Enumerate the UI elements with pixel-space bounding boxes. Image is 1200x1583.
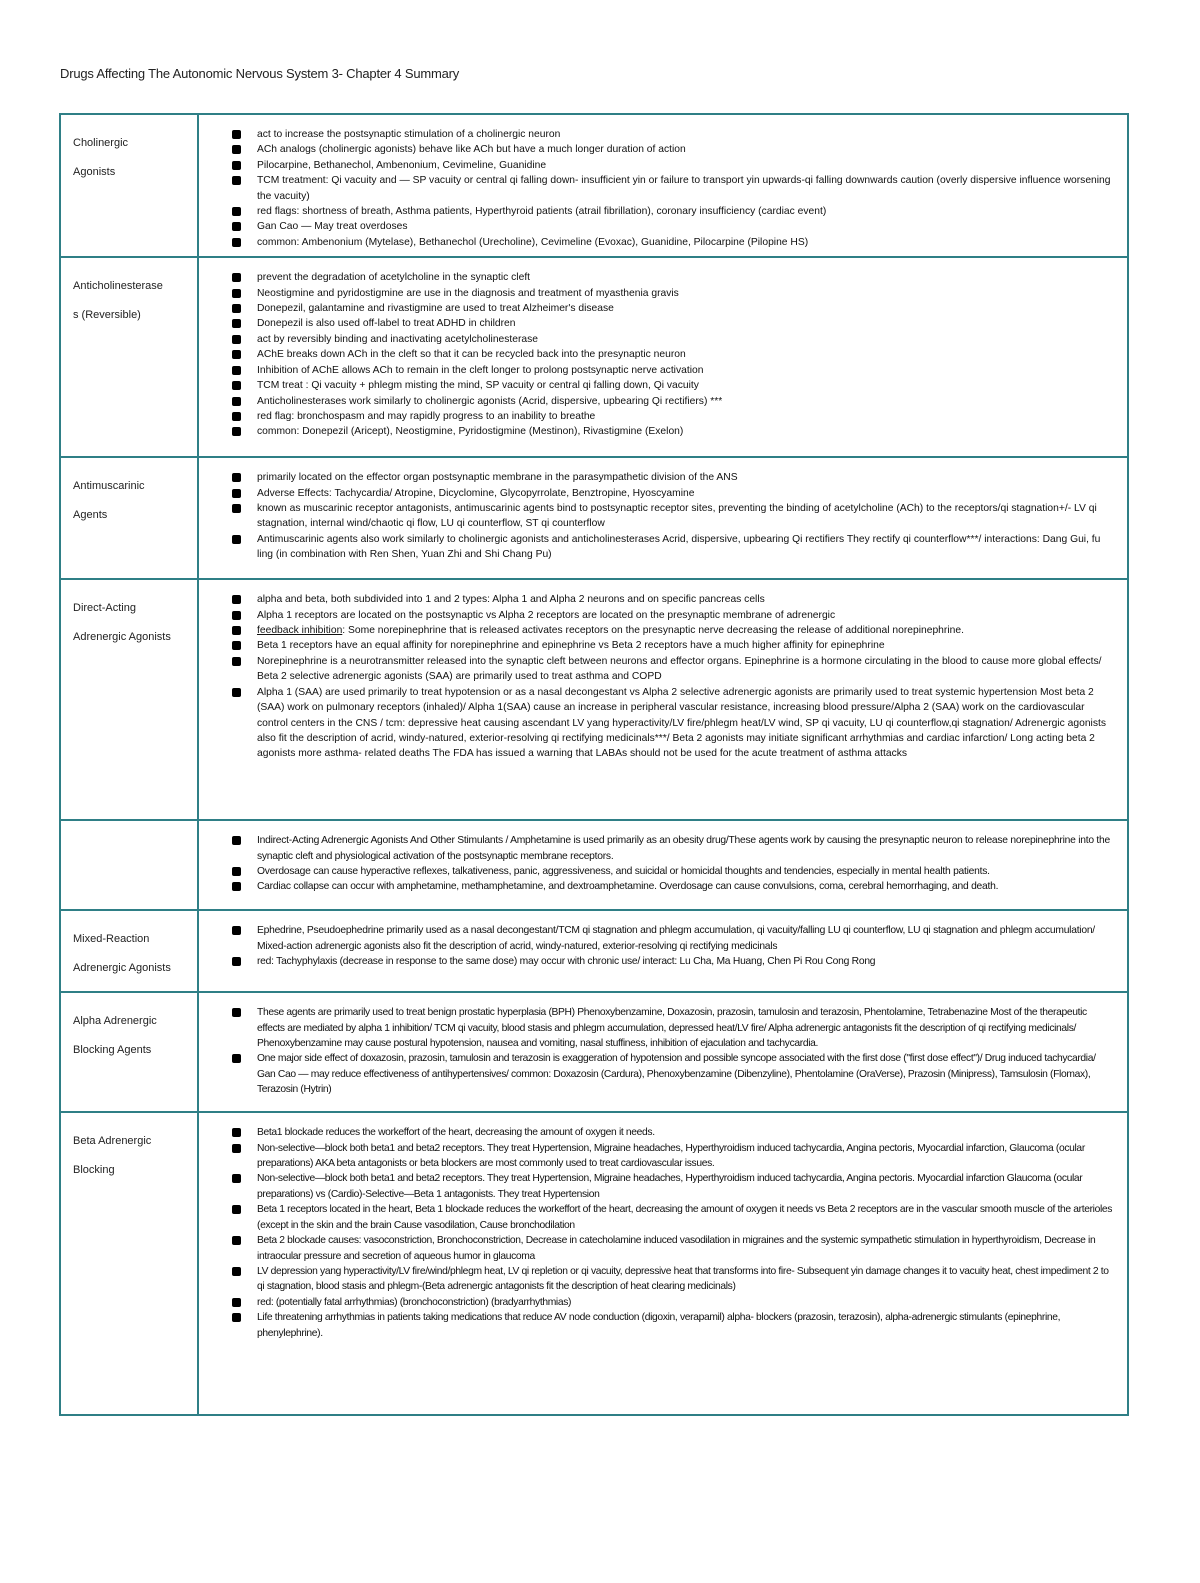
bullet-item: Cardiac collapse can occur with amphetamine, methamphetamine, and dextroamphetamine. Overdosage can cause convulsions, coma, cerebral hemorrhaging, and death. bbox=[229, 879, 1115, 894]
bullet-item: Alpha 1 (SAA) are used primarily to treat hypotension or as a nasal decongestant vs Alpha 2 selective adrenergic agonists are primarily used to treat systemic hypertension Most beta 2 (SAA) work on pulmonary receptors (inhaled)/ Alpha 1(SAA) cause an increase in peripheral vascular resistance, increasing blood pressure/Alpha 2 (SAA) work on the cardiovascular control centers in the CNS / tcm: depressive heat causing ascendant LV yang hyperactivity/LV fire/phlegm heat/LV wind, SP qi vacuity, LU qi counterflow,qi stagnation/ Adrenergic agonists also fit the description of acrid, windy-natured, exterior-resolving qi rectifying medicinals***/ Beta 2 agonists may initiate significant arrhythmias and cardiac infarction/ Long acting beta 2 agonists more asthma- related deaths The FDA has issued a warning that LABAs should not be used for the acute treatment of asthma attacks bbox=[229, 685, 1115, 762]
underlined-term: feedback inhibition bbox=[257, 625, 343, 637]
notes-cell bbox=[198, 992, 1128, 1112]
category-cell bbox=[60, 579, 198, 820]
bullet-item: Adverse Effects: Tachycardia/ Atropine, Dicyclomine, Glycopyrrolate, Benztropine, Hyoscyamine bbox=[229, 486, 1115, 501]
notes-cell bbox=[198, 457, 1128, 579]
table-row bbox=[60, 114, 1128, 257]
category-label-line: Agents bbox=[73, 509, 108, 522]
category-cell bbox=[60, 1112, 198, 1415]
category-label-line: Antimuscarinic bbox=[73, 480, 145, 493]
table-row bbox=[60, 579, 1128, 820]
bullet-item: prevent the degradation of acetylcholine in the synaptic cleft bbox=[229, 270, 1115, 285]
category-cell bbox=[60, 910, 198, 992]
table-row bbox=[60, 992, 1128, 1112]
bullet-item: common: Donepezil (Aricept), Neostigmine, Pyridostigmine (Mestinon), Rivastigmine (Exelon) bbox=[229, 424, 1115, 439]
category-label-line: Adrenergic Agonists bbox=[73, 962, 171, 975]
bullet-list bbox=[199, 911, 1127, 975]
category-label-line: Cholinergic bbox=[73, 137, 129, 149]
bullet-list bbox=[199, 993, 1127, 1103]
category-label-line: Direct-Acting bbox=[73, 602, 136, 615]
category-label-line: Blocking bbox=[73, 1164, 115, 1177]
bullet-item: One major side effect of doxazosin, prazosin, tamulosin and terazosin is exaggeration of hypotension and possible syncope associated with the first dose ("first dose effect")/ Drug induced tachycardia/ Gan Cao — may reduce effectiveness of antihypertensives/ common: Doxazosin (Cardura), Phenoxybenzamine (Dibenzyline), Phentolamine (OraVerse), Prazosin (Minipress), Tamsulosin (Flomax), Terazosin (Hytrin) bbox=[229, 1051, 1115, 1097]
table-row bbox=[60, 1112, 1128, 1415]
notes-cell bbox=[198, 910, 1128, 992]
category-cell bbox=[60, 992, 198, 1112]
notes-cell bbox=[198, 820, 1128, 910]
bullet-item: Anticholinesterases work similarly to cholinergic agonists (Acrid, dispersive, upbearing Qi rectifiers) *** bbox=[229, 394, 1115, 409]
bullet-item: red flags: shortness of breath, Asthma patients, Hyperthyroid patients (atrail fibrillation), coronary insufficiency (cardiac event) bbox=[229, 204, 1115, 219]
document-title: Drugs Affecting The Autonomic Nervous System 3- Chapter 4 Summary bbox=[60, 66, 460, 81]
category-label-line: Mixed-Reaction bbox=[73, 933, 150, 946]
category-label bbox=[61, 258, 197, 330]
notes-cell bbox=[198, 1112, 1128, 1415]
bullet-item: Ephedrine, Pseudoephedrine primarily used as a nasal decongestant/TCM qi stagnation and phlegm accumulation, qi vacuity/falling LU qi counterflow, LU qi stagnation and phlegm accumulation/ Mixed-action adrenergic agonists also fit the description of acrid, windy-natured, exterior-resolving qi rectifying medicinals bbox=[229, 923, 1115, 954]
bullet-item: known as muscarinic receptor antagonists, antimuscarinic agents bind to postsynaptic receptor sites, preventing the binding of acetylcholine (ACh) to the receptors/qi stagnation+/- LV qi stagnation, internal wind/chaotic qi flow, LU qi counterflow, ST qi counterflow bbox=[229, 501, 1115, 532]
bullet-item: Beta 2 blockade causes: vasoconstriction, Bronchoconstriction, Decrease in catecholamine induced vasodilation in migraines and the systemic sympathetic stimulation in hyperthyroidism, Decrease in intraocular pressure and secretion of aqueous humor in glaucoma bbox=[229, 1233, 1115, 1264]
bullet-item: common: Ambenonium (Mytelase), Bethanechol (Urecholine), Cevimeline (Evoxac), Guanidine, Pilocarpine (Pilopine HS) bbox=[229, 235, 1115, 250]
category-label-line: Anticholinesterase bbox=[73, 280, 163, 293]
category-cell bbox=[60, 257, 198, 457]
bullet-item: Beta 1 receptors located in the heart, Beta 1 blockade reduces the workeffort of the heart, decreasing the amount of oxygen it needs vs Beta 2 receptors are in the vascular smooth muscle of the arterioles (except in the skin and the brain Cause vasodilation, Cause bronchodilation bbox=[229, 1202, 1115, 1233]
bullet-item: Inhibition of AChE allows ACh to remain in the cleft longer to prolong postsynaptic nerve activation bbox=[229, 363, 1115, 378]
bullet-item: Pilocarpine, Bethanechol, Ambenonium, Cevimeline, Guanidine bbox=[229, 158, 1115, 173]
bullet-item: Beta 1 receptors have an equal affinity for norepinephrine and epinephrine vs Beta 2 receptors have a much higher affinity for epinephrine bbox=[229, 638, 1115, 653]
bullet-item: feedback inhibition: Some norepinephrine that is released activates receptors on the presynaptic nerve decreasing the release of additional norepinephrine. bbox=[229, 623, 1115, 638]
category-label-line: Agonists bbox=[73, 166, 116, 178]
category-label bbox=[61, 1113, 197, 1185]
bullet-item: Neostigmine and pyridostigmine are use in the diagnosis and treatment of myasthenia gravis bbox=[229, 286, 1115, 301]
category-cell bbox=[60, 457, 198, 579]
bullet-list bbox=[199, 115, 1127, 256]
bullet-item: Antimuscarinic agents also work similarly to cholinergic agonists and anticholinesterases Acrid, dispersive, upbearing Qi rectifiers They rectify qi counterflow***/ interactions: Dang Gui, fu ling (in combination with Ren Shen, Yuan Zhi and Shi Chang Pu) bbox=[229, 532, 1115, 563]
bullet-list bbox=[199, 821, 1127, 901]
bullet-item: red flag: bronchospasm and may rapidly progress to an inability to breathe bbox=[229, 409, 1115, 424]
table-row bbox=[60, 257, 1128, 457]
bullet-item: TCM treatment: Qi vacuity and — SP vacuity or central qi falling down- insufficient yin or failure to transport yin upwards-qi falling downwards caution (overly dispersive influence worsening the vacuity) bbox=[229, 173, 1115, 204]
bullet-item: Indirect-Acting Adrenergic Agonists And Other Stimulants / Amphetamine is used primarily as an obesity drug/These agents work by causing the presynaptic neuron to release norepinephrine into the synaptic cleft and physiological activation of the postsynaptic membrane receptors. bbox=[229, 833, 1115, 864]
category-label-line: Adrenergic Agonists bbox=[73, 631, 171, 644]
category-label-line: Beta Adrenergic bbox=[73, 1135, 152, 1148]
bullet-item: primarily located on the effector organ postsynaptic membrane in the parasympathetic division of the ANS bbox=[229, 470, 1115, 485]
notes-cell bbox=[198, 257, 1128, 457]
bullet-item: TCM treat : Qi vacuity + phlegm misting the mind, SP vacuity or central qi falling down, Qi vacuity bbox=[229, 378, 1115, 393]
bullet-list bbox=[199, 258, 1127, 445]
category-label bbox=[61, 993, 197, 1065]
bullet-item: Non-selective—block both beta1 and beta2 receptors. They treat Hypertension, Migraine headaches, Hyperthyroidism induced tachycardia, Angina pectoris. Myocardial infarction Glaucoma (ocular preparations) vs (Cardio)-Selective—Beta 1 antagonists. They treat Hypertension bbox=[229, 1171, 1115, 1202]
bullet-item: Beta1 blockade reduces the workeffort of the heart, decreasing the amount of oxygen it needs. bbox=[229, 1125, 1115, 1140]
table-row bbox=[60, 457, 1128, 579]
bullet-item: Norepinephrine is a neurotransmitter released into the synaptic cleft between neurons and effector organs. Epinephrine is a hormone circulating in the blood to cause more global effects/ Beta 2 selective adrenergic agonists (SAA) are primarily used to treat asthma and COPD bbox=[229, 654, 1115, 685]
category-cell bbox=[60, 114, 198, 257]
category-label bbox=[61, 115, 197, 187]
bullet-item: act to increase the postsynaptic stimulation of a cholinergic neuron bbox=[229, 127, 1115, 142]
bullet-item: red: (potentially fatal arrhythmias) (bronchoconstriction) (bradyarrhythmias) bbox=[229, 1295, 1115, 1310]
bullet-item: Overdosage can cause hyperactive reflexes, talkativeness, panic, aggressiveness, and suicidal or homicidal thoughts and tendencies, especially in mental health patients. bbox=[229, 864, 1115, 879]
bullet-item: ACh analogs (cholinergic agonists) behave like ACh but have a much longer duration of action bbox=[229, 142, 1115, 157]
table-row bbox=[60, 820, 1128, 910]
category-cell bbox=[60, 820, 198, 910]
notes-cell bbox=[198, 114, 1128, 257]
bullet-item: LV depression yang hyperactivity/LV fire/wind/phlegm heat, LV qi repletion or qi vacuity, depressive heat that transforms into fire- Subsequent yin damage changes it to vacuity heat, chest impediment 2 to qi stagnation, blood stasis and phlegm-(Beta adrenergic antagonists fit the description of heat clearing medicinals) bbox=[229, 1264, 1115, 1295]
category-label-line: Blocking Agents bbox=[73, 1044, 152, 1057]
category-label bbox=[61, 821, 197, 835]
bullet-list bbox=[199, 458, 1127, 568]
bullet-item: Donepezil, galantamine and rivastigmine are used to treat Alzheimer's disease bbox=[229, 301, 1115, 316]
bullet-item: Non-selective—block both beta1 and beta2 receptors. They treat Hypertension, Migraine headaches, Hyperthyroidism induced tachycardia, Angina pectoris, Myocardial infarction, Glaucoma (ocular preparations) AKA beta antagonists or beta blockers are most commonly used to treat cardiovascular issues. bbox=[229, 1141, 1115, 1172]
notes-cell bbox=[198, 579, 1128, 820]
bullet-item: These agents are primarily used to treat benign prostatic hyperplasia (BPH) Phenoxybenzamine, Doxazosin, prazosin, tamulosin and terazosin, Phentolamine, Tetrabenazine Most of the therapeutic effects are mediated by alpha 1 inhibition/ TCM qi vacuity, blood stasis and phlegm accumulation, depressed heat/LV fire/ Alpha adrenergic antagonists fit the description of qi rectifying medicinals/ Phenoxybenzamine may cause postural hypotension, nausea and vomiting, nasal stuffiness, inhibition of ejaculation and tachycardia. bbox=[229, 1005, 1115, 1051]
bullet-item: Alpha 1 receptors are located on the postsynaptic vs Alpha 2 receptors are located on the presynaptic membrane of adrenergic bbox=[229, 608, 1115, 623]
category-label bbox=[61, 458, 197, 530]
category-label-line: Alpha Adrenergic bbox=[73, 1015, 157, 1028]
bullet-item: Donepezil is also used off-label to treat ADHD in children bbox=[229, 316, 1115, 331]
category-label bbox=[61, 911, 197, 983]
summary-table-body bbox=[60, 114, 1128, 1415]
summary-table bbox=[59, 113, 1129, 1416]
bullet-item: red: Tachyphylaxis (decrease in response to the same dose) may occur with chronic use/ interact: Lu Cha, Ma Huang, Chen Pi Rou Cong Rong bbox=[229, 954, 1115, 969]
bullet-item: Life threatening arrhythmias in patients taking medications that reduce AV node conduction (digoxin, verapamil) alpha- blockers (prazosin, terazosin), alpha-adrenergic stimulants (epinephrine, phenylephrine). bbox=[229, 1310, 1115, 1341]
category-label bbox=[61, 580, 197, 652]
bullet-list bbox=[199, 1113, 1127, 1347]
bullet-item: act by reversibly binding and inactivating acetylcholinesterase bbox=[229, 332, 1115, 347]
bullet-item: AChE breaks down ACh in the cleft so that it can be recycled back into the presynaptic neuron bbox=[229, 347, 1115, 362]
table-row bbox=[60, 910, 1128, 992]
category-label-line: s (Reversible) bbox=[73, 309, 141, 322]
bullet-item: alpha and beta, both subdivided into 1 and 2 types: Alpha 1 and Alpha 2 neurons and on specific pancreas cells bbox=[229, 592, 1115, 607]
bullet-item: Gan Cao — May treat overdoses bbox=[229, 219, 1115, 234]
bullet-list bbox=[199, 580, 1127, 767]
